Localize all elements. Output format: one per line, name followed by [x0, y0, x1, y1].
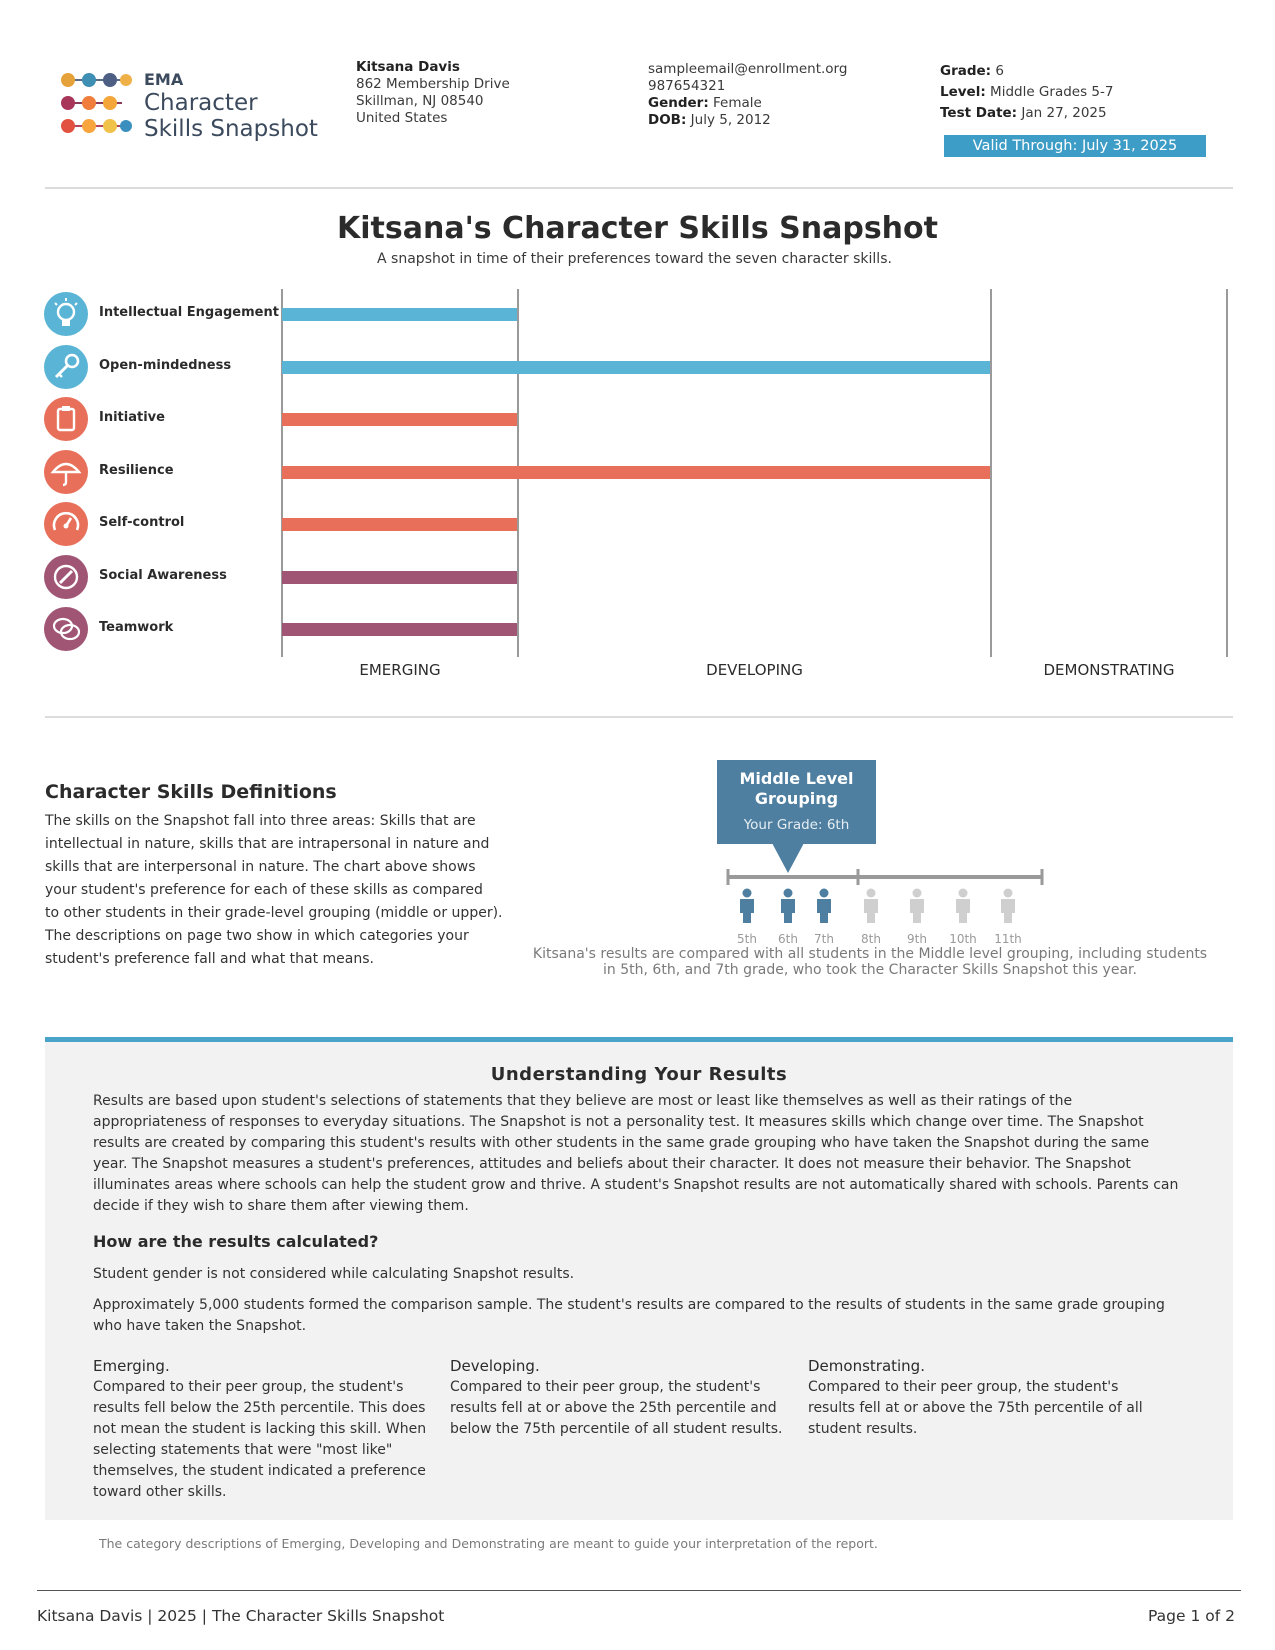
skill-row: [44, 502, 284, 548]
skill-label: Teamwork: [99, 620, 174, 635]
grade-label: 5th: [737, 932, 757, 946]
definitions-title: Character Skills Definitions: [45, 781, 337, 803]
footer-left-text: Kitsana Davis | 2025 | The Character Skills Snapshot: [37, 1607, 445, 1625]
clipboard-icon: [44, 397, 88, 441]
grouping-title-line-2: Grouping: [754, 789, 839, 808]
grouping-your-grade: Your Grade: 6th: [743, 817, 850, 833]
grade-label: 8th: [861, 932, 881, 946]
category-label-emerging: EMERGING: [359, 661, 441, 679]
column-heading-demonstrating: Demonstrating.: [808, 1357, 925, 1375]
definitions-text: The skills on the Snapshot fall into three areas: Skills that are intellectual in nature, skills that are intrapersonal in nature and skills that are interpersonal in nature. The chart above shows your student's preference for each of these skills as compared to other students in their grade-level grouping (middle or upper). The descriptions on page two show in which categories your student's preference fall and what that means.: [45, 813, 503, 967]
chart-axis-right: [1226, 289, 1228, 657]
skill-label: Open-mindedness: [99, 357, 232, 373]
footer-page-number: Page 1 of 2: [1148, 1607, 1235, 1625]
student-figure-icon: [956, 889, 970, 924]
skill-bar: [282, 361, 990, 374]
grade-label: 6th: [778, 932, 798, 946]
lightbulb-icon: [44, 292, 88, 336]
skill-row: [44, 292, 284, 338]
skill-label: Intellectual Engagement: [99, 305, 279, 320]
skill-label: Initiative: [99, 410, 165, 425]
student-figure-icon: [864, 889, 878, 924]
address-line-2: Skillman, NJ 08540: [356, 93, 484, 109]
chat-bubbles-icon: [44, 607, 88, 651]
compass-icon: [44, 555, 88, 599]
skill-bar: [282, 518, 517, 531]
grade-label: 10th: [949, 932, 977, 946]
chart-divider-developing: [990, 289, 992, 657]
skill-bar: [282, 571, 517, 584]
skill-row: [44, 555, 284, 601]
student-figure-icon: [910, 889, 924, 924]
skill-row: [44, 397, 284, 443]
student-level: Level: Middle Grades 5-7: [940, 84, 1114, 100]
skill-bar: [282, 623, 517, 636]
footer-divider: [37, 1590, 1241, 1591]
student-email: sampleemail@enrollment.org: [648, 61, 848, 77]
column-heading-emerging: Emerging.: [93, 1357, 170, 1375]
logo: [60, 70, 340, 150]
skill-bar: [282, 466, 990, 479]
category-label-demonstrating: DEMONSTRATING: [1043, 661, 1175, 679]
logo-ema-text: EMA: [144, 70, 184, 89]
student-figure-icon: [1001, 889, 1015, 924]
grouping-note: Kitsana's results are compared with all students in the Middle level grouping, including students in 5th, 6th, and 7th grade, who took the Character Skills Snapshot this year.: [532, 946, 1208, 978]
student-figure-icon: [740, 889, 754, 924]
grade-scale: [720, 843, 1050, 933]
column-emerging: Emerging. Compared to their peer group, the student's results fell below the 25th percentile. This does not mean the student is lacking this skill. When selecting statements that were "most like" themselves, the student indicated a preference toward other skills.: [93, 1357, 427, 1500]
umbrella-icon: [44, 450, 88, 494]
column-developing: Developing. Compared to their peer group, the student's results fell at or above the 25th percentile and below the 75th percentile of all student results.: [450, 1356, 785, 1440]
understanding-title: Understanding Your Results: [490, 1064, 788, 1085]
grade-label: 9th: [907, 932, 927, 946]
column-heading-developing: Developing.: [450, 1357, 540, 1375]
student-name: Kitsana Davis: [356, 59, 460, 75]
student-grade: Grade: 6: [940, 63, 1004, 79]
calc-heading: How are the results calculated?: [93, 1232, 379, 1251]
test-date: Test Date: Jan 27, 2025: [940, 105, 1107, 121]
student-address-block: [356, 59, 510, 127]
column-demonstrating: Demonstrating. Compared to their peer group, the student's results fell at or above the 75th percentile of all student results.: [808, 1357, 1143, 1437]
gauge-icon: [44, 502, 88, 546]
category-footnote: The category descriptions of Emerging, Developing and Demonstrating are meant to guide your interpretation of the report.: [99, 1536, 878, 1551]
skill-label: Resilience: [99, 462, 174, 478]
student-contact-block: [648, 61, 847, 129]
header-divider: [45, 187, 1233, 189]
logo-product-name: Character Skills Snapshot: [144, 90, 318, 142]
calc-paragraph-1: Student gender is not considered while calculating Snapshot results.: [93, 1266, 575, 1282]
chart-divider: [45, 716, 1233, 718]
address-line-3: United States: [356, 110, 448, 126]
understanding-section: [45, 1037, 1233, 1520]
logo-dots-icon: [60, 70, 132, 140]
skill-row: [44, 450, 284, 496]
skill-bar: [282, 308, 517, 321]
skill-row: [44, 345, 284, 391]
skill-label: Social Awareness: [99, 567, 227, 583]
grouping-title-line-1: Middle Level: [739, 769, 854, 788]
page-subtitle: A snapshot in time of their preferences toward the seven character skills.: [377, 251, 892, 267]
grade-label: 11th: [994, 932, 1022, 946]
understanding-paragraph: Results are based upon student's selections of statements that they believe are most or least like themselves as well as their ratings of the appropriateness of responses to everyday situations. The Snapshot is not a personality test. It measures skills which change over time. The Snapshot results are created by comparing this student's results with other students in the same grade grouping who have taken the Snapshot during the same year. The Snapshot measures a student's preferences, attitudes and beliefs about their character. It does not measure their behavior. The Snapshot illuminates areas where schools can help the student grow and thrive. A student's Snapshot results are not automatically shared with schools. Parents can decide if they wish to share them after viewing them.: [93, 1093, 1179, 1214]
skill-label: Self-control: [99, 515, 185, 530]
grade-label: 7th: [814, 932, 834, 946]
skill-row: [44, 607, 284, 653]
student-dob: DOB: July 5, 2012: [648, 112, 771, 128]
student-figure-icon: [781, 889, 795, 924]
grouping-callout: [717, 760, 876, 844]
student-grade-block: [940, 61, 1113, 124]
calc-paragraph-2: Approximately 5,000 students formed the comparison sample. The student's results are compared to the results of students in the same grade grouping who have taken the Snapshot.: [93, 1297, 1165, 1334]
address-line-1: 862 Membership Drive: [356, 76, 510, 92]
callout-pointer-icon: [772, 843, 804, 873]
skill-bar: [282, 413, 517, 426]
category-label-developing: DEVELOPING: [706, 661, 803, 679]
page-title: Kitsana's Character Skills Snapshot: [337, 211, 938, 246]
student-figure-icon: [817, 889, 831, 924]
key-icon: [44, 345, 88, 389]
student-phone: 987654321: [648, 78, 726, 94]
valid-through-badge: Valid Through: July 31, 2025: [944, 135, 1206, 157]
student-gender: Gender: Female: [648, 95, 762, 111]
